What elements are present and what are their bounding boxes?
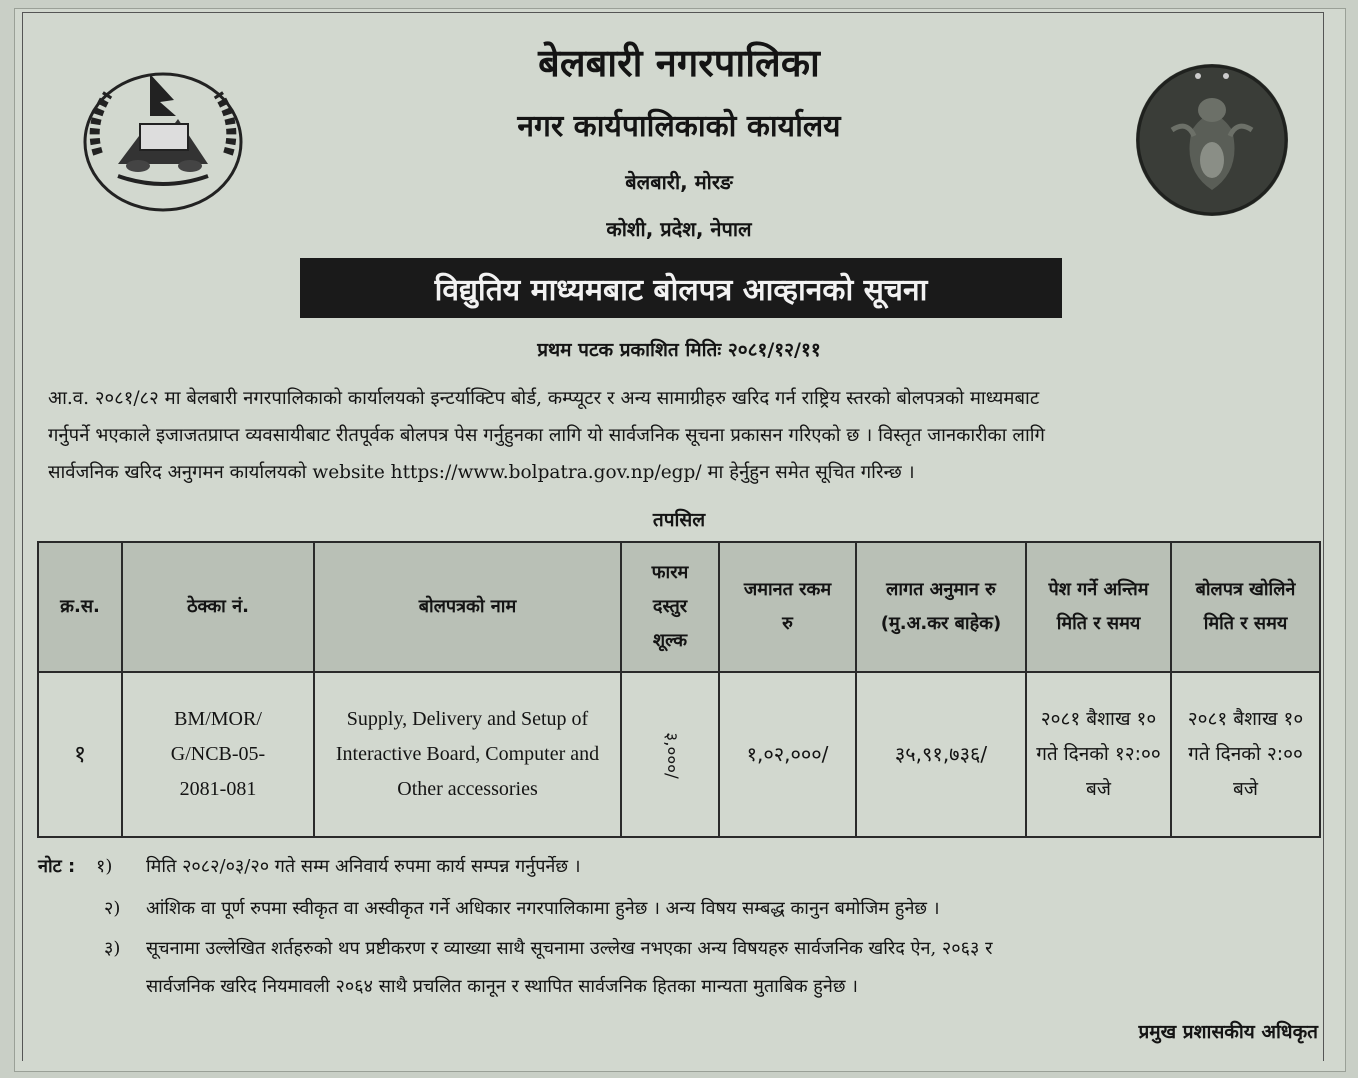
office-title: नगर कार्यपालिकाको कार्यालय [517,109,841,144]
cell-cost-estimate: ३५,९१,७३६/ [856,672,1026,837]
note-number: १) [96,856,113,877]
publish-date: प्रथम पटक प्रकाशित मितिः २०८१/१२/११ [537,339,821,361]
header-submission-deadline: पेश गर्ने अन्तिम मिति र समय [1026,542,1171,672]
body-line: गर्नुपर्ने भएकाले इजाजतप्राप्त व्यवसायीबाट रीतपूर्वक बोलपत्र पेस गर्नुहुनका लागि यो सार्वजनिक सूचना प्रकासन गरिएको छ । विस्तृत जानकारीका लागि [48,425,1045,446]
province-line: कोशी, प्रदेश, नेपाल [606,217,752,241]
note-text: आंशिक वा पूर्ण रुपमा स्वीकृत वा अस्वीकृत गर्ने अधिकार नगरपालिकामा हुनेछ । अन्य विषय सम्बद्ध कानुन बमोजिम हुनेछ । [146,898,940,919]
form-fee-value: ३,०००/ [660,732,681,779]
header-form-fee: फारम दस्तुर शूल्क [621,542,719,672]
note-text: सूचनामा उल्लेखित शर्तहरुको थप प्रष्टीकरण र व्याख्या साथै सूचनामा उल्लेख नभएका अन्य विषयहरु सार्वजनिक खरिद ऐन, २०६३ र [146,938,993,959]
address-line: बेलबारी, मोरङ [625,170,733,194]
table-row [38,672,1320,837]
cell-opening-date: २०८१ बैशाख १० गते दिनको २:०० बजे [1171,672,1320,837]
municipality-title: बेलबारी नगरपालिका [538,41,820,85]
note-text-continued: सार्वजनिक खरिद नियमावली २०६४ साथै प्रचलित कानून र स्थापित सार्वजनिक हितका मान्यता मुताबिक हुनेछ । [146,976,858,997]
header-opening-date: बोलपत्र खोलिने मिति र समय [1171,542,1320,672]
body-line: सार्वजनिक खरिद अनुगमन कार्यालयको website https://www.bolpatra.gov.np/egp/ मा हेर्नुहुन समेत सूचित गरिन्छ । [48,462,915,483]
details-heading: तपसिल [652,509,706,531]
notice-body [48,380,1318,491]
cell-tender-name: Supply, Delivery and Setup of Interactive Board, Computer and Other accessories [314,672,621,837]
cell-security-amount: १,०२,०००/ [719,672,856,837]
header-cost-estimate: लागत अनुमान रु (मु.अ.कर बाहेक) [856,542,1026,672]
body-line: आ.व. २०८१/८२ मा बेलबारी नगरपालिकाको कार्यालयको इन्टर्याक्टिप बोर्ड, कम्प्यूटर र अन्य सामाग्रीहरु खरिद गर्न राष्ट्रिय स्तरको बोलपत्रको माध्यमबाट [48,388,1040,409]
signature: प्रमुख प्रशासकीय अधिकृत [1138,1021,1318,1043]
cell-form-fee [621,672,719,837]
table-header-row [38,542,1320,672]
tender-table [37,541,1321,838]
note-number: २) [104,898,121,919]
note-number: ३) [104,938,121,959]
cell-sn: १ [38,672,122,837]
header-sn: क्र.स. [38,542,122,672]
header-contract-no: ठेक्का नं. [122,542,314,672]
notes-label: नोट : [38,856,76,877]
header-security-amount: जमानत रकम रु [719,542,856,672]
header-tender-name: बोलपत्रको नाम [314,542,621,672]
cell-contract-no: BM/MOR/ G/NCB-05- 2081-081 [122,672,314,837]
notice-title-banner [300,258,1062,318]
notice-title: विद्युतिय माध्यमबाट बोलपत्र आव्हानको सूचना [434,272,928,308]
cell-submission-deadline: २०८१ बैशाख १० गते दिनको १२:०० बजे [1026,672,1171,837]
note-text: मिति २०८२/०३/२० गते सम्म अनिवार्य रुपमा कार्य सम्पन्न गर्नुपर्नेछ । [146,856,581,877]
